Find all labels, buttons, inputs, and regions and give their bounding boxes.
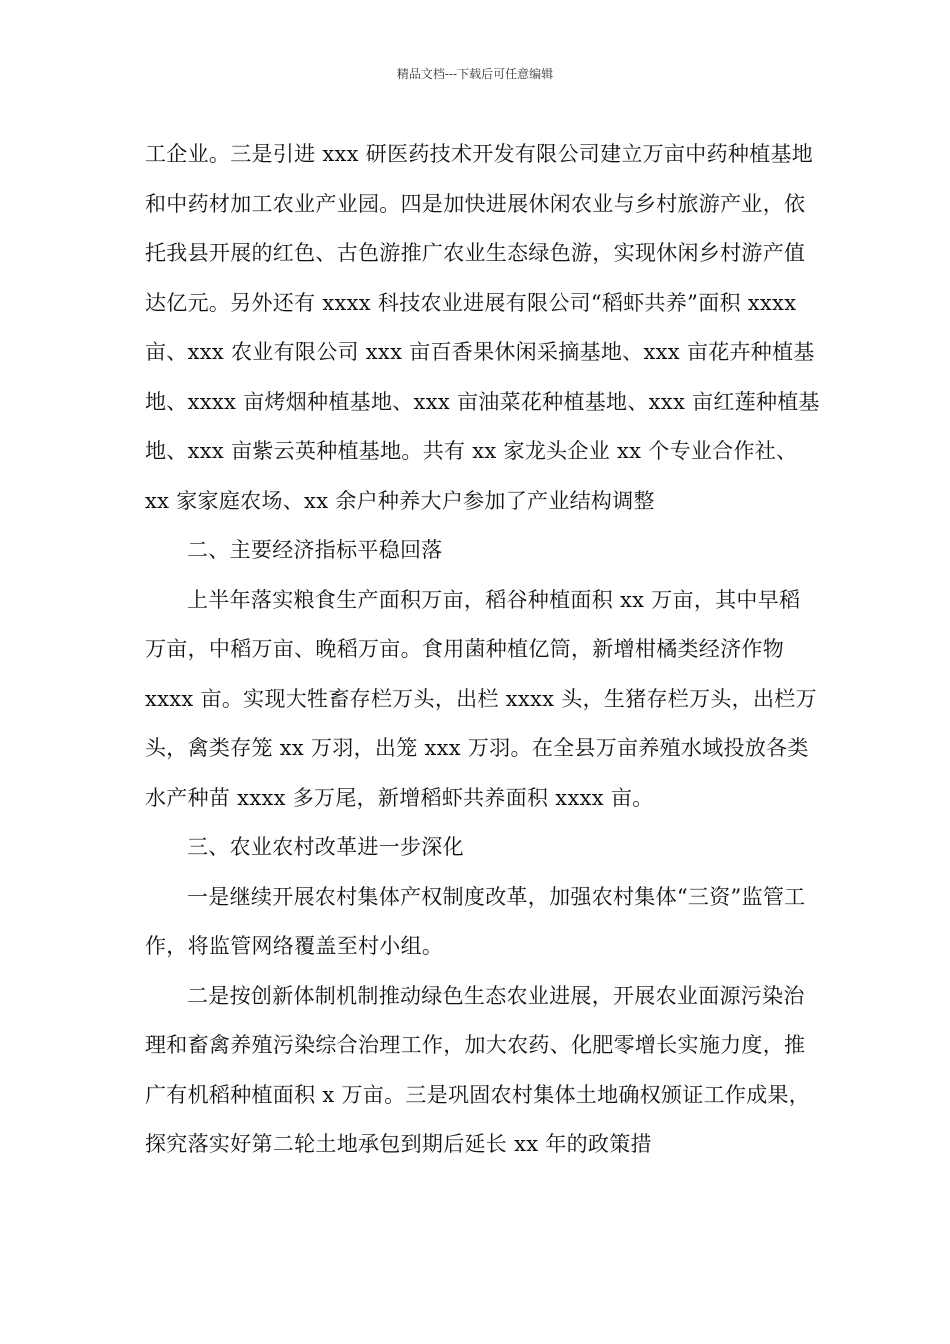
paragraph-industry-continuation: 工企业。三是引进 xxx 研医药技术开发有限公司建立万亩中药种植基地和中药材加工农业产业园。四是加快进展休闲农业与乡村旅游产业，依托我县开展的红色、古色游推广农业生态绿色游，实现休闲乡村游产值达亿元。另外还有 xxxx 科技农业进展有限公司“稻虾共养”面积 xxxx 亩、xxx 农业有限公司 xxx 亩百香果休闲采摘基地、xxx 亩花卉种植基地、xxxx 亩烤烟种植基地、xxx 亩油菜花种植基地、xxx 亩红莲种植基地、xxx 亩紫云英种植基地。共有 xx 家龙头企业 xx 个专业合作社、xx 家家庭农场、xx 余户种养大户参加了产业结构调整: [145, 142, 820, 513]
paragraph-economic-indicators: 上半年落实粮食生产面积万亩，稻谷种植面积 xx 万亩，其中早稻万亩，中稻万亩、晚稻万亩。食用菌种植亿筒，新增柑橘类经济作物 xxxx 亩。实现大牲畜存栏万头，出栏 xxxx 头，生猪存栏万头，出栏万头，禽类存笼 xx 万羽，出笼 xxx 万羽。在全县万亩养殖水域投放各类水产种苗 xxxx 多万尾，新增稻虾共养面积 xxxx 亩。: [145, 587, 817, 810]
section-heading-economic-indicators: 二、主要经济指标平稳回落: [187, 538, 443, 562]
paragraph-collective-property-reform: 一是继续开展农村集体产权制度改革，加强农村集体“三资”监管工作，将监管网络覆盖至村小组。: [145, 884, 806, 958]
page-header: 精品文档---下载后可任意编辑: [396, 67, 554, 81]
section-heading-rural-reform: 三、农业农村改革进一步深化: [187, 835, 464, 859]
document-body: [145, 130, 820, 1170]
paragraph-green-agriculture: 二是按创新体制机制推动绿色生态农业进展，开展农业面源污染治理和畜禽养殖污染综合治理工作，加大农药、化肥零增长实施力度，推广有机稻种植面积 x 万亩。三是巩固农村集体土地确权颁证工作成果，探究落实好第二轮土地承包到期后延长 xx 年的政策措: [145, 983, 811, 1156]
